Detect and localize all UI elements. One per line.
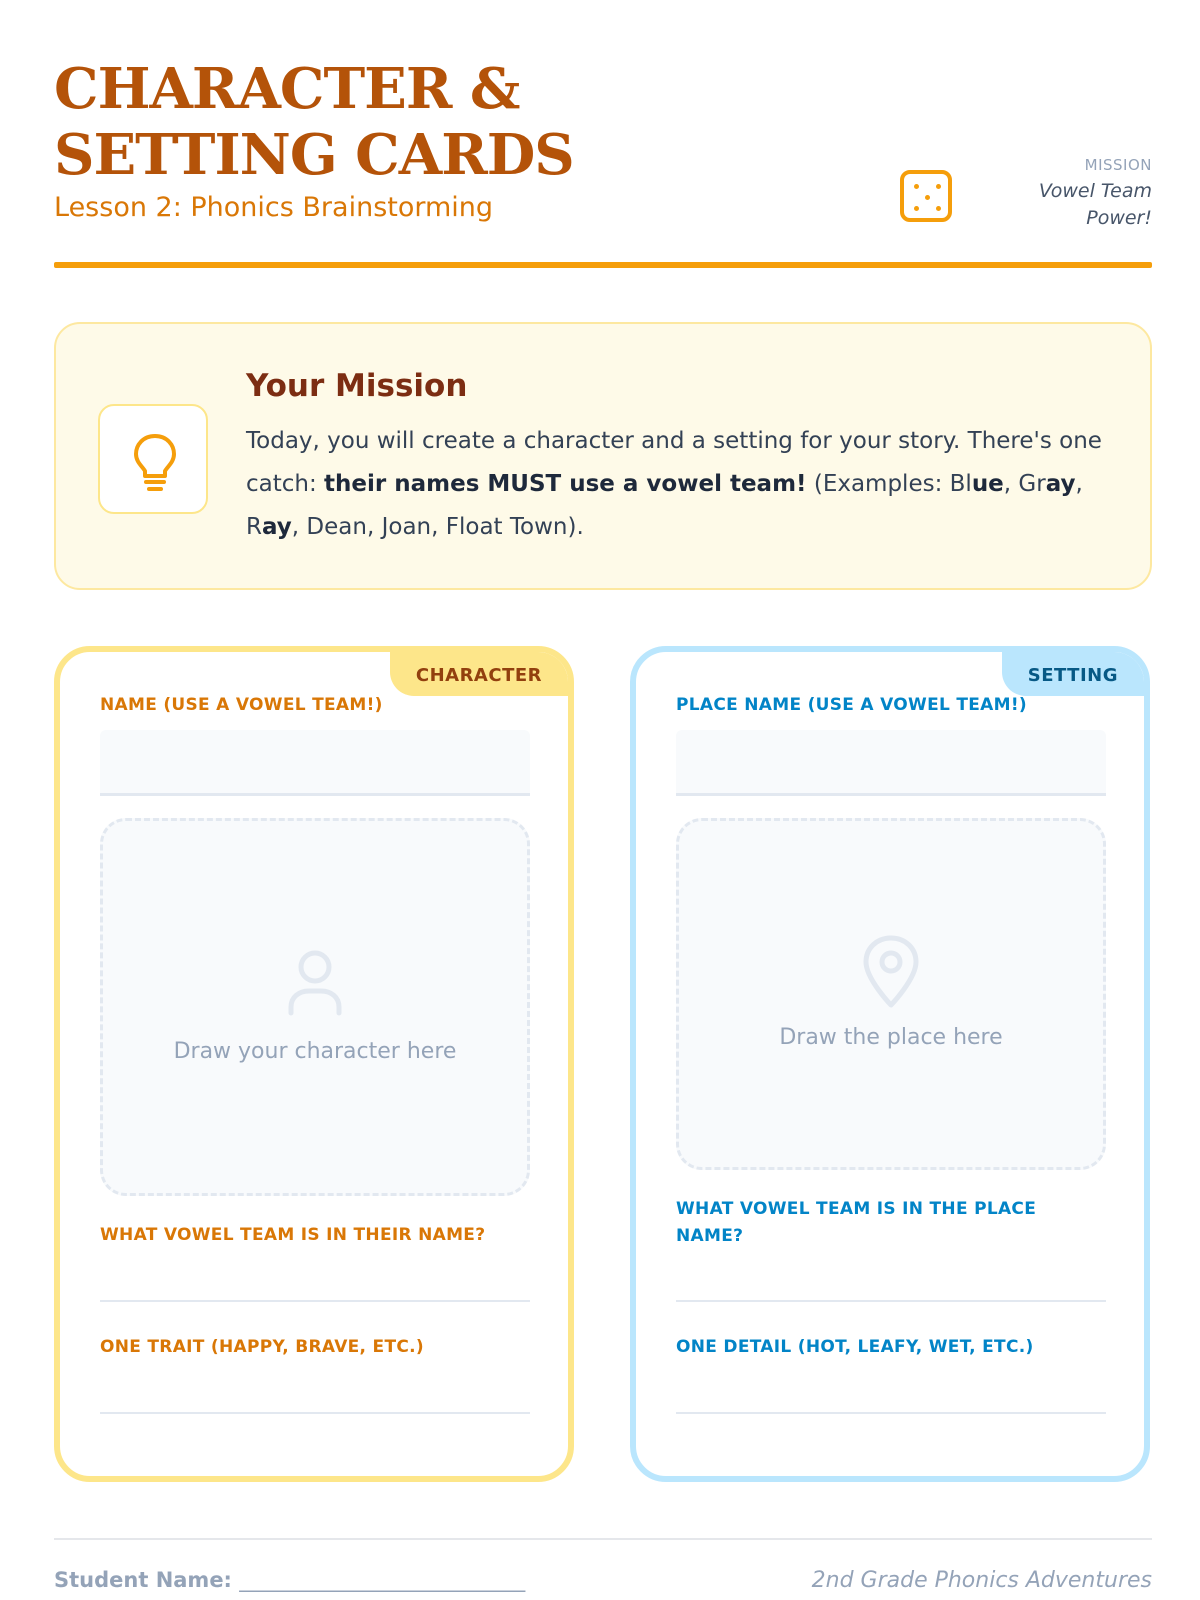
setting-detail-line[interactable] <box>676 1412 1106 1414</box>
setting-card <box>630 646 1150 1482</box>
lightbulb-icon <box>100 406 210 516</box>
student-name-blank[interactable]: ______________________________ <box>239 1568 525 1592</box>
mission-tag-value: Vowel Team Power! <box>1038 180 1152 229</box>
footer-divider <box>54 1538 1152 1540</box>
setting-drawing-area[interactable] <box>676 818 1106 1170</box>
mission-tag-label: MISSION <box>1084 156 1152 174</box>
dice-icon <box>900 170 952 222</box>
character-vowel-label: WHAT VOWEL TEAM IS IN THEIR NAME? <box>100 1225 486 1245</box>
setting-detail-label: ONE DETAIL (HOT, LEAFY, WET, ETC.) <box>676 1337 1034 1357</box>
character-card <box>54 646 574 1482</box>
lightbulb-icon-box <box>98 404 208 514</box>
character-vowel-line[interactable] <box>100 1300 530 1302</box>
student-name-label: Student Name: <box>54 1568 232 1592</box>
setting-draw-hint: Draw the place here <box>779 1025 1003 1050</box>
character-name-field[interactable] <box>100 730 530 796</box>
character-draw-hint: Draw your character here <box>173 1039 457 1064</box>
header-divider <box>54 262 1152 268</box>
user-icon <box>285 947 345 1017</box>
page-subtitle: Lesson 2: Phonics Brainstorming <box>54 192 494 223</box>
character-trait-label: ONE TRAIT (HAPPY, BRAVE, ETC.) <box>100 1337 424 1357</box>
map-pin-icon <box>858 933 924 1009</box>
header <box>54 56 1152 266</box>
mission-box <box>54 322 1152 590</box>
worksheet-page <box>54 0 1152 1600</box>
setting-vowel-line[interactable] <box>676 1300 1106 1302</box>
mission-tag <box>1022 156 1152 232</box>
character-trait-line[interactable] <box>100 1412 530 1414</box>
character-tag: CHARACTER <box>390 652 568 696</box>
setting-tag: SETTING <box>1002 652 1144 696</box>
setting-name-field[interactable] <box>676 730 1106 796</box>
setting-vowel-label: WHAT VOWEL TEAM IS IN THE PLACE NAME? <box>676 1199 1037 1246</box>
mission-heading: Your Mission <box>246 368 468 404</box>
setting-name-label: PLACE NAME (USE A VOWEL TEAM!) <box>676 695 1027 715</box>
page-title: CHARACTER & SETTING CARDS <box>54 56 574 188</box>
student-name-field[interactable] <box>54 1568 524 1592</box>
character-name-label: NAME (USE A VOWEL TEAM!) <box>100 695 383 715</box>
brand-footer: 2nd Grade Phonics Adventures <box>811 1568 1152 1593</box>
mission-text: Today, you will create a character and a setting for your story. There's one catch: their names MUST use a vowel team! (Examples: Blue, Gray, Ray, Dean, Joan, Float Town). <box>246 428 1102 540</box>
character-drawing-area[interactable] <box>100 818 530 1196</box>
mission-emphasis: their names MUST use a vowel team! <box>324 471 807 497</box>
